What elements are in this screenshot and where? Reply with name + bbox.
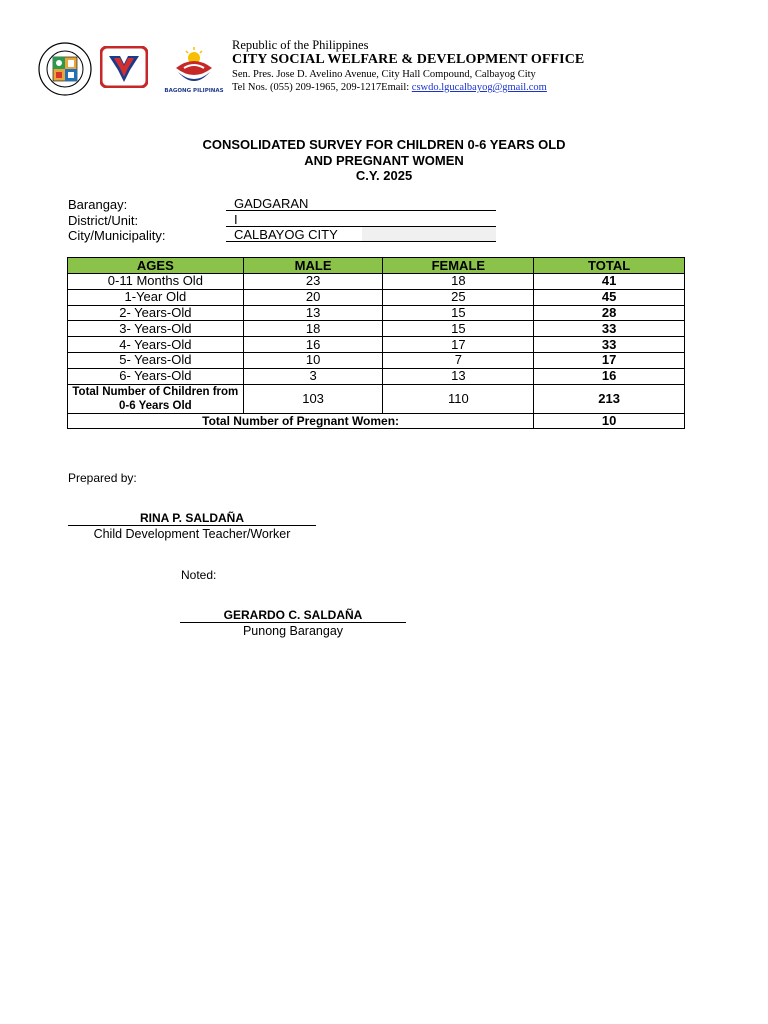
preparer-name: RINA P. SALDAÑA <box>68 512 316 526</box>
barangay-label: Barangay: <box>68 197 128 212</box>
pregnant-total-label: Total Number of Pregnant Women: <box>68 413 534 429</box>
office-header <box>232 38 584 94</box>
document-title <box>0 137 768 184</box>
female-cell: 13 <box>383 368 534 384</box>
female-cell: 25 <box>383 289 534 305</box>
header-female: FEMALE <box>383 258 534 274</box>
district-value: I <box>226 212 496 227</box>
table-row <box>68 337 685 353</box>
age-cell: 0-11 Months Old <box>68 274 244 290</box>
noted-label: Noted: <box>181 568 217 582</box>
office-address: Sen. Pres. Jose D. Avelino Avenue, City Hall Compound, Calbayog City <box>232 69 536 80</box>
header-logos <box>36 40 226 96</box>
total-cell: 28 <box>534 305 685 321</box>
female-cell: 15 <box>383 321 534 337</box>
title-line-2: AND PREGNANT WOMEN <box>304 152 464 168</box>
bagong-pilipinas-logo-icon <box>164 44 224 94</box>
male-cell: 13 <box>243 305 383 321</box>
children-total-row <box>68 384 685 413</box>
header-male: MALE <box>243 258 383 274</box>
email-link[interactable]: cswdo.lgucalbayog@gmail.com <box>411 82 547 93</box>
dswd-logo-icon <box>100 46 148 88</box>
survey-table <box>67 257 685 429</box>
title-line-1: CONSOLIDATED SURVEY FOR CHILDREN 0-6 YEARS OLD <box>202 137 566 152</box>
male-cell: 18 <box>243 321 383 337</box>
age-cell: 3- Years-Old <box>68 321 244 337</box>
city-seal-icon <box>38 42 92 96</box>
total-cell: 45 <box>534 289 685 305</box>
barangay-value: GADGARAN <box>226 196 496 211</box>
total-cell: 17 <box>534 352 685 368</box>
male-cell: 23 <box>243 274 383 290</box>
table-row <box>68 289 685 305</box>
total-cell: 16 <box>534 368 685 384</box>
city-value: CALBAYOG CITY <box>226 227 496 242</box>
children-total-male: 103 <box>243 384 383 413</box>
male-cell: 20 <box>243 289 383 305</box>
city-label: City/Municipality: <box>68 228 166 243</box>
table-row <box>68 274 685 290</box>
children-total-label: Total Number of Children from 0-6 Years Old <box>68 384 244 413</box>
pregnant-total-value: 10 <box>534 413 685 429</box>
preparer-signature-block <box>68 512 316 542</box>
preparer-role: Child Development Teacher/Worker <box>93 527 291 541</box>
age-cell: 2- Years-Old <box>68 305 244 321</box>
male-cell: 3 <box>243 368 383 384</box>
office-name: CITY SOCIAL WELFARE & DEVELOPMENT OFFICE <box>232 52 585 67</box>
total-cell: 33 <box>534 321 685 337</box>
prepared-by-label: Prepared by: <box>68 471 137 485</box>
table-header-row <box>68 258 685 274</box>
children-total-female: 110 <box>383 384 534 413</box>
female-cell: 15 <box>383 305 534 321</box>
table-row <box>68 352 685 368</box>
noter-signature-block <box>180 609 406 639</box>
children-total-all: 213 <box>534 384 685 413</box>
female-cell: 18 <box>383 274 534 290</box>
noter-role: Punong Barangay <box>242 624 344 638</box>
male-cell: 10 <box>243 352 383 368</box>
table-row <box>68 305 685 321</box>
office-contact <box>232 81 584 94</box>
table-row <box>68 321 685 337</box>
female-cell: 7 <box>383 352 534 368</box>
telephone-text: Tel Nos. (055) 209-1965, 209-1217Email: <box>232 82 412 93</box>
age-cell: 5- Years-Old <box>68 352 244 368</box>
pregnant-total-row <box>68 413 685 429</box>
total-cell: 41 <box>534 274 685 290</box>
bagong-pilipinas-text: BAGONG PILIPINAS <box>164 88 224 94</box>
age-cell: 4- Years-Old <box>68 337 244 353</box>
age-cell: 1-Year Old <box>68 289 244 305</box>
title-line-3: C.Y. 2025 <box>355 168 413 183</box>
header-ages: AGES <box>68 258 244 274</box>
total-cell: 33 <box>534 337 685 353</box>
table-row <box>68 368 685 384</box>
noter-name: GERARDO C. SALDAÑA <box>180 609 406 623</box>
age-cell: 6- Years-Old <box>68 368 244 384</box>
district-label: District/Unit: <box>68 212 139 228</box>
male-cell: 16 <box>243 337 383 353</box>
republic-line: Republic of the Philippines <box>232 38 369 52</box>
header-total: TOTAL <box>534 258 685 274</box>
female-cell: 17 <box>383 337 534 353</box>
